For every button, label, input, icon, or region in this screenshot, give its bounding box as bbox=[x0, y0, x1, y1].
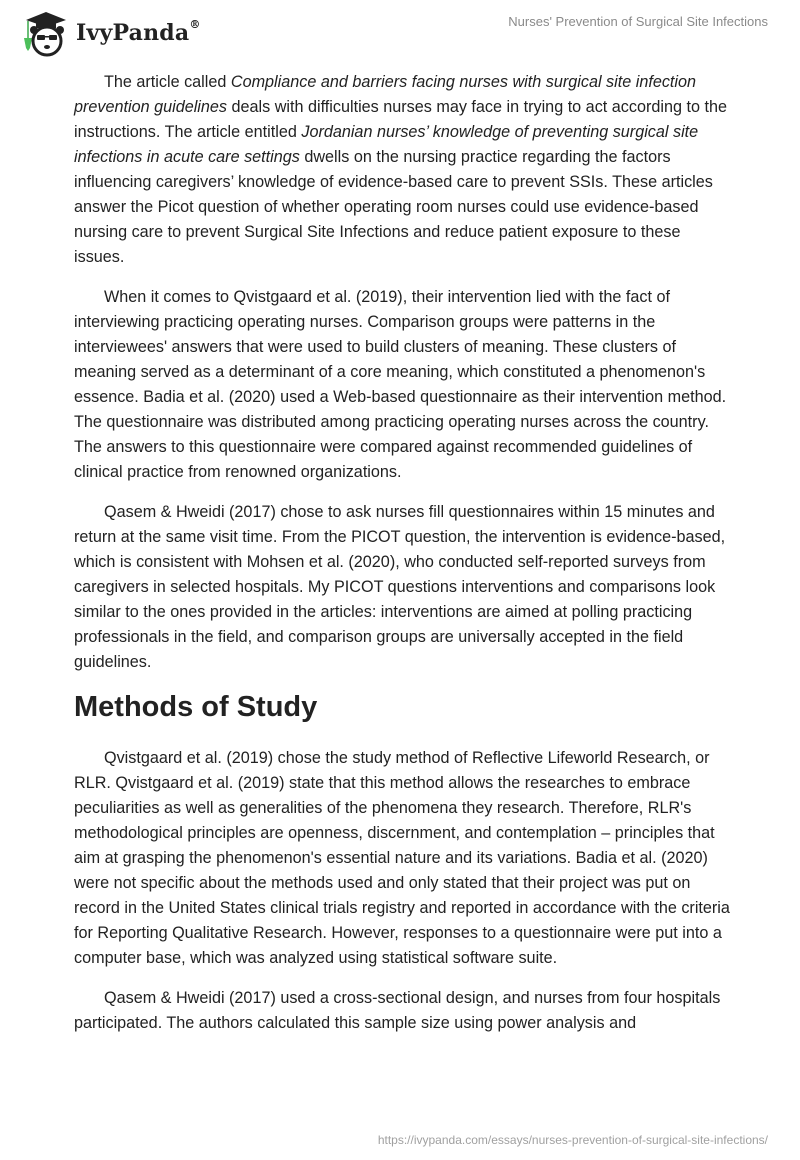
essay-content bbox=[74, 70, 734, 1051]
panda-graduate-icon bbox=[16, 8, 72, 58]
article-title: Jordanian nurses’ knowledge of preventing surgical site infections in acute care settings bbox=[74, 123, 699, 166]
section-heading: Methods of Study bbox=[74, 691, 318, 723]
article-title: Compliance and barriers facing nurses with surgical site infection prevention guidelines bbox=[74, 73, 697, 116]
paragraph: Qvistgaard et al. (2019) chose the study method of Reflective Lifeworld Research, or RLR. Qvistgaard et al. (2019) state that this method allows the researches to embrace peculiarities as well as generalities of the phenomena they research. Therefore, RLR's methodological principles are openness, discernment, and contemplation – principles that aim at grasping the phenomenon's essential nature and its variations. Badia et al. (2020) were not specific about the methods used and only stated that their project was put on record in the United States clinical trials registry and reported in accordance with the criteria for Reporting Qualitative Research. However, responses to a questionnaire were put into a computer base, which was analyzed using statistical software suite. bbox=[74, 749, 730, 967]
paragraph: When it comes to Qvistgaard et al. (2019), their intervention lied with the fact of interviewing practicing operating nurses. Comparison groups were patterns in the interviewees' answers that were used to build clusters of meaning. These clusters of meaning served as a determinant of a core meaning, which constituted a phenomenon's essence. Badia et al. (2020) used a Web-based questionnaire as their intervention method. The questionnaire was distributed among practicing operating nurses across the country. The answers to this questionnaire were compared against recommended guidelines of clinical practice from renowned organizations. bbox=[74, 288, 727, 481]
document-title: Nurses' Prevention of Surgical Site Infections bbox=[508, 14, 768, 29]
paragraph: The article called Compliance and barriers facing nurses with surgical site infection prevention guidelines deals with difficulties nurses may face in trying to act according to the instructions. The article entitled Jordanian nurses’ knowledge of preventing surgical site infections in acute care settings dwells on the nursing practice regarding the factors influencing caregivers’ knowledge of evidence-based care to prevent SSIs. These articles answer the Picot question of whether operating room nurses could use evidence-based nursing care to prevent Surgical Site Infections and reduce patient exposure to these issues. bbox=[74, 73, 727, 266]
brand-logo[interactable] bbox=[16, 8, 201, 58]
paragraph: Qasem & Hweidi (2017) chose to ask nurses fill questionnaires within 15 minutes and return at the same visit time. From the PICOT question, the intervention is evidence-based, which is consistent with Mohsen et al. (2020), who conducted self-reported surveys from caregivers in selected hospitals. My PICOT questions interventions and comparisons look similar to the ones provided in the articles: interventions are aimed at polling practicing professionals in the field, and comparison groups are universally accepted in the field guidelines. bbox=[74, 503, 726, 671]
source-url[interactable]: https://ivypanda.com/essays/nurses-prevention-of-surgical-site-infections/ bbox=[377, 1133, 768, 1147]
page-header bbox=[0, 0, 800, 60]
brand-name: IvyPanda® bbox=[76, 18, 201, 46]
registered-mark: ® bbox=[189, 18, 201, 31]
paragraph: Qasem & Hweidi (2017) used a cross-sectional design, and nurses from four hospitals participated. The authors calculated this sample size using power analysis and bbox=[74, 989, 721, 1032]
